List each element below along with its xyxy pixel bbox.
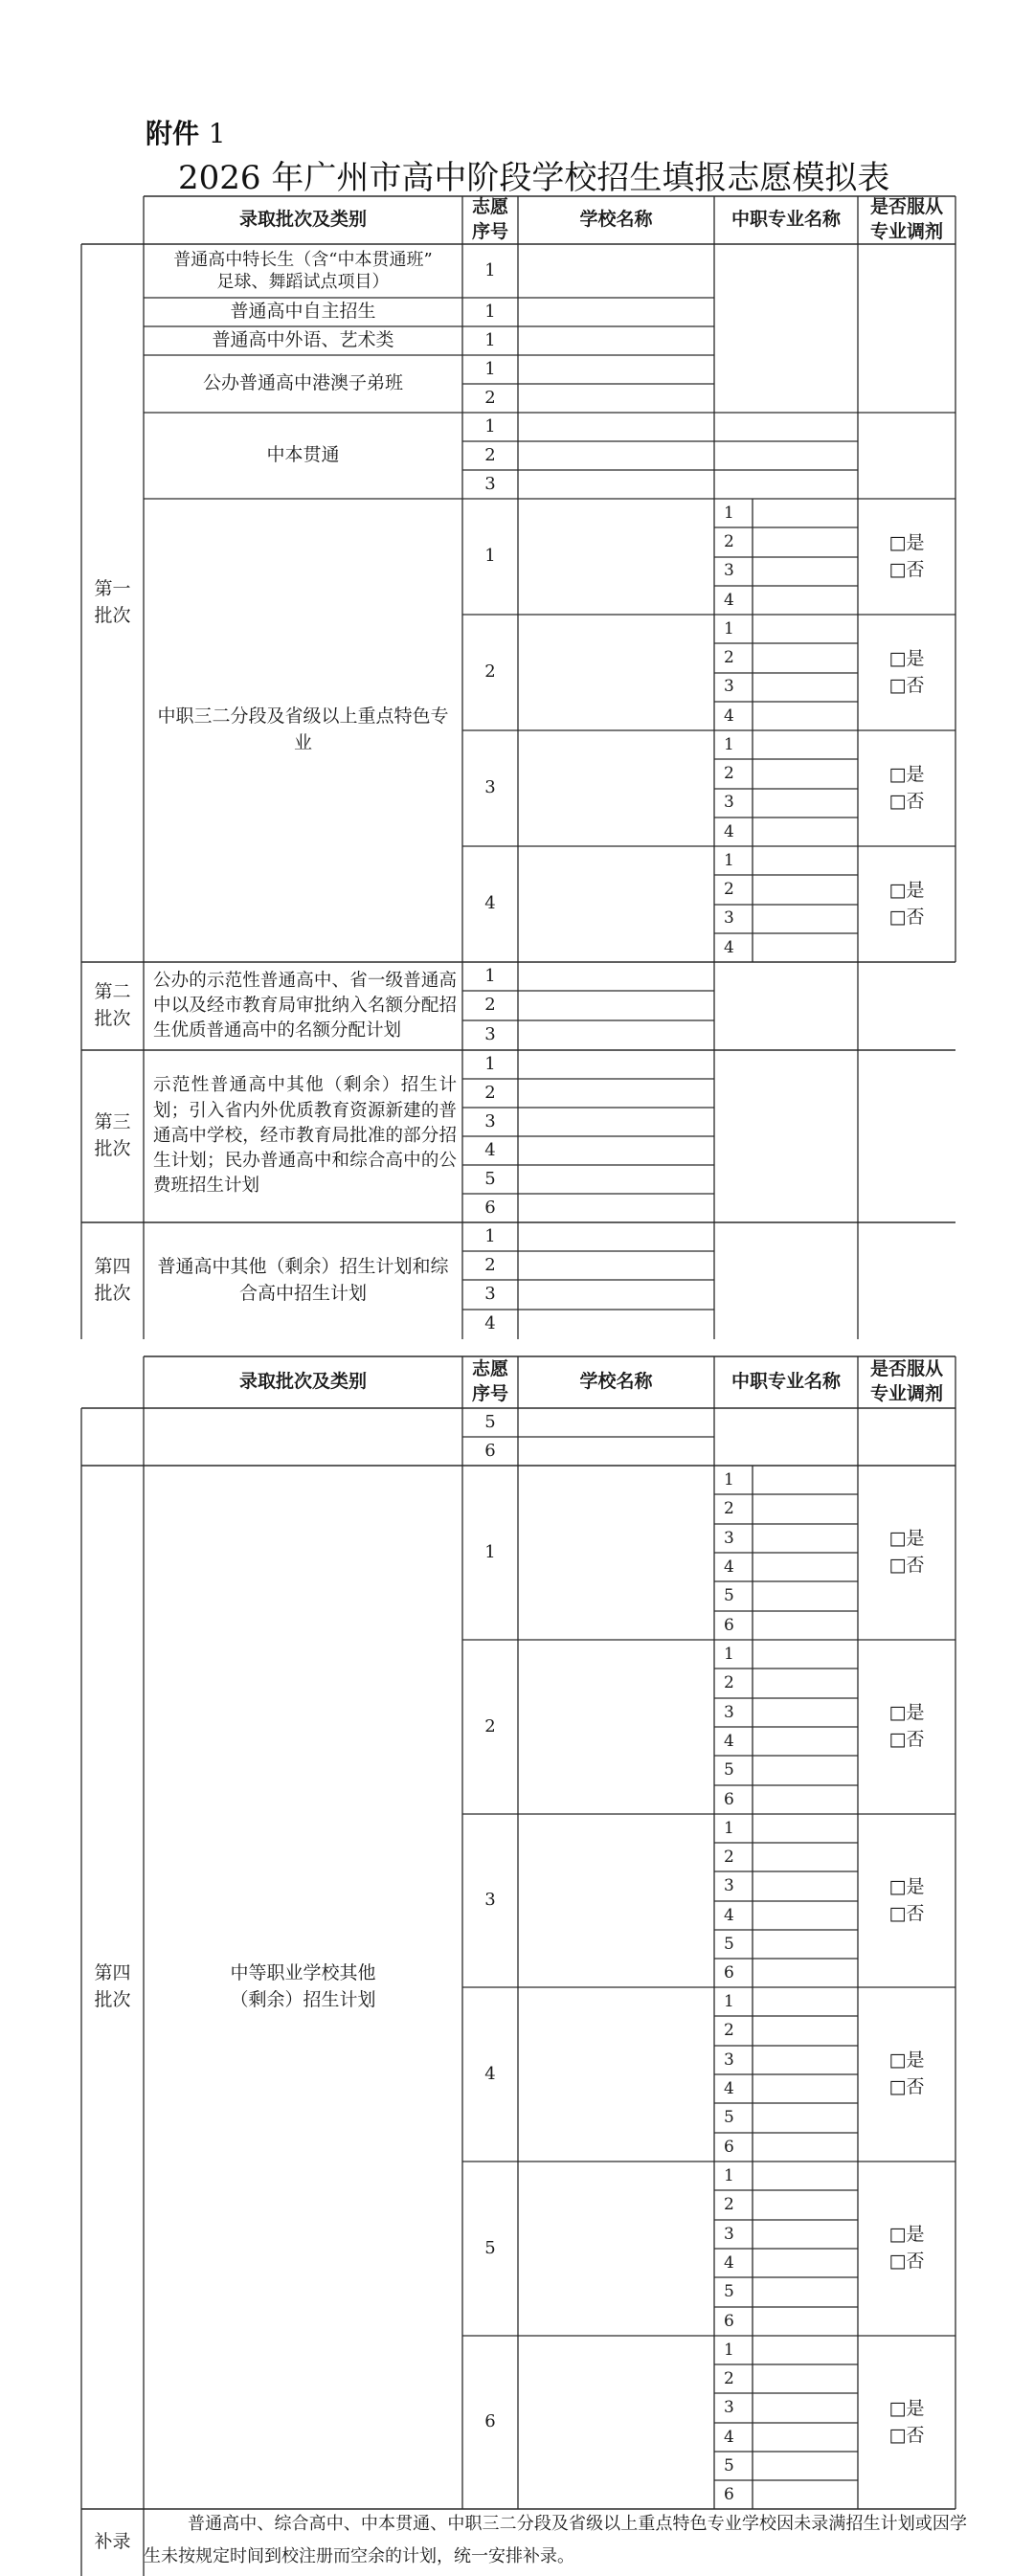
seq-number: 5 [484, 1411, 496, 1432]
form-title: 2026 年广州市高中阶段学校招生填报志愿模拟表 [178, 159, 890, 197]
major-index: 6 [724, 1615, 734, 1635]
yes-checkbox[interactable]: □是 [888, 879, 925, 901]
seq-number: 2 [484, 1715, 496, 1736]
major-index: 1 [724, 2340, 734, 2360]
yes-checkbox[interactable]: □是 [888, 1875, 925, 1897]
adjust-option[interactable] [858, 1987, 955, 2162]
major-index: 4 [724, 590, 734, 610]
yes-checkbox[interactable]: □是 [888, 1702, 925, 1724]
seq-number: 2 [484, 1082, 496, 1103]
header-category: 录取批次及类别 [238, 209, 367, 231]
supplement-label: 补录 [94, 2531, 131, 2553]
major-index: 2 [724, 2021, 734, 2041]
major-index: 2 [724, 1673, 734, 1693]
seq-number: 6 [484, 2411, 496, 2432]
seq-number: 3 [484, 1110, 496, 1131]
yes-checkbox[interactable]: □是 [888, 531, 925, 553]
adjust-option[interactable] [858, 1814, 955, 1987]
seq-number: 1 [484, 415, 496, 437]
batch-2-label: 第二 批次 [94, 981, 131, 1029]
major-index: 1 [724, 850, 734, 870]
major-index: 6 [724, 1962, 734, 1982]
header-school: 学校名称 [579, 1371, 653, 1393]
header-adjust: 是否服从 专业调剂 [869, 1358, 943, 1404]
seq-number: 2 [484, 1254, 496, 1275]
adjust-option[interactable] [858, 499, 955, 615]
major-index: 2 [724, 2368, 734, 2388]
major-index: 4 [724, 1557, 734, 1577]
seq-number: 4 [484, 1313, 496, 1334]
major-index: 4 [724, 1731, 734, 1751]
major-index: 2 [724, 531, 734, 551]
category-batch3: 示范性普通高中其他（剩余）招生计划；引入省内外优质教育资源新建的普通高中学校，经市教育局批准的部分招生计划；民办普通高中和综合高中的公费班招生计划 [153, 1075, 457, 1197]
seq-number: 6 [484, 1197, 496, 1218]
header-adjust: 是否服从 专业调剂 [869, 196, 943, 242]
major-index: 1 [724, 734, 734, 754]
category-vocational-key: 中职三二分段及省级以上重点特色专 业 [157, 706, 449, 753]
major-index: 3 [724, 908, 734, 929]
seq-number: 4 [484, 1139, 496, 1160]
no-checkbox[interactable]: □否 [888, 790, 925, 812]
category-zhongben: 中本贯通 [266, 444, 340, 466]
yes-checkbox[interactable]: □是 [888, 647, 925, 669]
batch-3-label: 第三 批次 [94, 1111, 131, 1159]
major-index: 6 [724, 2137, 734, 2157]
major-index: 5 [724, 2108, 734, 2128]
major-index: 2 [724, 763, 734, 783]
category-foreign-art: 普通高中外语、艺术类 [212, 329, 394, 351]
attachment-label: 附件 1 [146, 118, 226, 149]
major-index: 1 [724, 1991, 734, 2011]
major-index: 2 [724, 647, 734, 667]
major-index: 2 [724, 1499, 734, 1519]
major-index: 4 [724, 937, 734, 957]
seq-number: 2 [484, 444, 496, 465]
adjust-option[interactable] [858, 730, 955, 846]
seq-number: 3 [484, 1024, 496, 1045]
header-school: 学校名称 [579, 209, 653, 231]
batch-4-label: 第四 批次 [94, 1256, 131, 1304]
major-index: 5 [724, 1760, 734, 1781]
major-index: 4 [724, 2427, 734, 2447]
seq-number: 1 [484, 301, 496, 322]
major-index: 5 [724, 2282, 734, 2302]
no-checkbox[interactable]: □否 [888, 2076, 925, 2097]
seq-number: 1 [484, 1225, 496, 1246]
category-batch4: 普通高中其他（剩余）招生计划和综 合高中招生计划 [157, 1256, 449, 1304]
no-checkbox[interactable]: □否 [888, 2251, 925, 2272]
seq-number: 1 [484, 965, 496, 986]
header-seq: 志愿 序号 [471, 1358, 508, 1404]
major-index: 1 [724, 1469, 734, 1490]
major-index: 2 [724, 1847, 734, 1867]
no-checkbox[interactable]: □否 [888, 2424, 925, 2446]
seq-number: 2 [484, 995, 496, 1016]
major-index: 4 [724, 1905, 734, 1925]
seq-number: 3 [484, 1284, 496, 1305]
major-index: 3 [724, 561, 734, 581]
major-index: 6 [724, 2311, 734, 2331]
seq-number: 3 [484, 473, 496, 494]
header-category: 录取批次及类别 [238, 1371, 367, 1393]
major-index: 3 [724, 2050, 734, 2070]
adjust-option[interactable] [858, 2162, 955, 2336]
major-index: 3 [724, 793, 734, 813]
major-index: 3 [724, 1702, 734, 1722]
major-index: 2 [724, 879, 734, 899]
major-index: 3 [724, 1876, 734, 1896]
adjust-option[interactable] [858, 846, 955, 962]
major-index: 6 [724, 2484, 734, 2504]
major-index: 5 [724, 1586, 734, 1606]
major-index: 1 [724, 618, 734, 638]
seq-number: 1 [484, 1541, 496, 1562]
seq-number: 1 [484, 1053, 496, 1074]
major-index: 3 [724, 677, 734, 697]
header-seq: 志愿 序号 [471, 196, 508, 242]
yes-checkbox[interactable]: □是 [888, 763, 925, 785]
adjust-option[interactable] [858, 615, 955, 730]
major-index: 3 [724, 2224, 734, 2244]
major-index: 1 [724, 2165, 734, 2185]
major-index: 1 [724, 503, 734, 523]
seq-number: 6 [484, 1440, 496, 1461]
adjust-option[interactable] [858, 2336, 955, 2509]
seq-number: 4 [484, 2063, 496, 2084]
major-index: 4 [724, 2078, 734, 2098]
no-checkbox[interactable]: □否 [888, 674, 925, 696]
category-hkmacao: 公办普通高中港澳子弟班 [202, 372, 403, 394]
seq-number: 3 [484, 1890, 496, 1911]
seq-number: 5 [484, 1168, 496, 1189]
major-index: 1 [724, 1644, 734, 1664]
yes-checkbox[interactable]: □是 [888, 2397, 925, 2419]
adjust-option[interactable] [858, 1640, 955, 1814]
major-index: 1 [724, 1818, 734, 1838]
seq-number: 1 [484, 358, 496, 379]
seq-number: 2 [484, 661, 496, 683]
major-index: 2 [724, 2195, 734, 2215]
major-index: 4 [724, 2252, 734, 2273]
yes-checkbox[interactable]: □是 [888, 1528, 925, 1550]
no-checkbox[interactable]: □否 [888, 558, 925, 580]
no-checkbox[interactable]: □否 [888, 1555, 925, 1576]
seq-number: 1 [484, 259, 496, 280]
category-quota: 公办的示范性普通高中、省一级普通高中以及经市教育局审批纳入名额分配招生优质普通高中的名额分配计划 [153, 970, 457, 1042]
adjust-option[interactable] [858, 1466, 955, 1640]
seq-number: 5 [484, 2237, 496, 2258]
seq-number: 2 [484, 387, 496, 408]
supplement-note: 普通高中、综合高中、中本贯通、中职三二分段及省级以上重点特色专业学校因未录满招生计划或因学生未按规定时间到校注册而空余的计划，统一安排补录。 [144, 2514, 967, 2566]
major-index: 4 [724, 706, 734, 726]
yes-checkbox[interactable]: □是 [888, 2224, 925, 2246]
major-index: 4 [724, 821, 734, 841]
major-index: 3 [724, 1528, 734, 1548]
major-index: 5 [724, 1934, 734, 1954]
no-checkbox[interactable]: □否 [888, 1902, 925, 1924]
major-index: 3 [724, 2398, 734, 2418]
category-autonomous: 普通高中自主招生 [230, 301, 376, 323]
category-special: 普通高中特长生（含“中本贯通班” 足球、舞蹈试点项目） [173, 249, 433, 292]
seq-number: 1 [484, 546, 496, 567]
seq-number: 4 [484, 893, 496, 914]
major-index: 6 [724, 1789, 734, 1809]
seq-number: 3 [484, 777, 496, 798]
major-index: 5 [724, 2455, 734, 2475]
batch-1-label: 第一 批次 [94, 578, 131, 626]
header-major: 中职专业名称 [731, 209, 841, 231]
seq-number: 1 [484, 329, 496, 350]
batch-4-label: 第四 批次 [94, 1962, 131, 2010]
no-checkbox[interactable]: □否 [888, 1729, 925, 1750]
header-major: 中职专业名称 [731, 1371, 841, 1393]
yes-checkbox[interactable]: □是 [888, 2050, 925, 2072]
category-vocational-other: 中等职业学校其他 （剩余）招生计划 [230, 1962, 376, 2010]
no-checkbox[interactable]: □否 [888, 906, 925, 928]
